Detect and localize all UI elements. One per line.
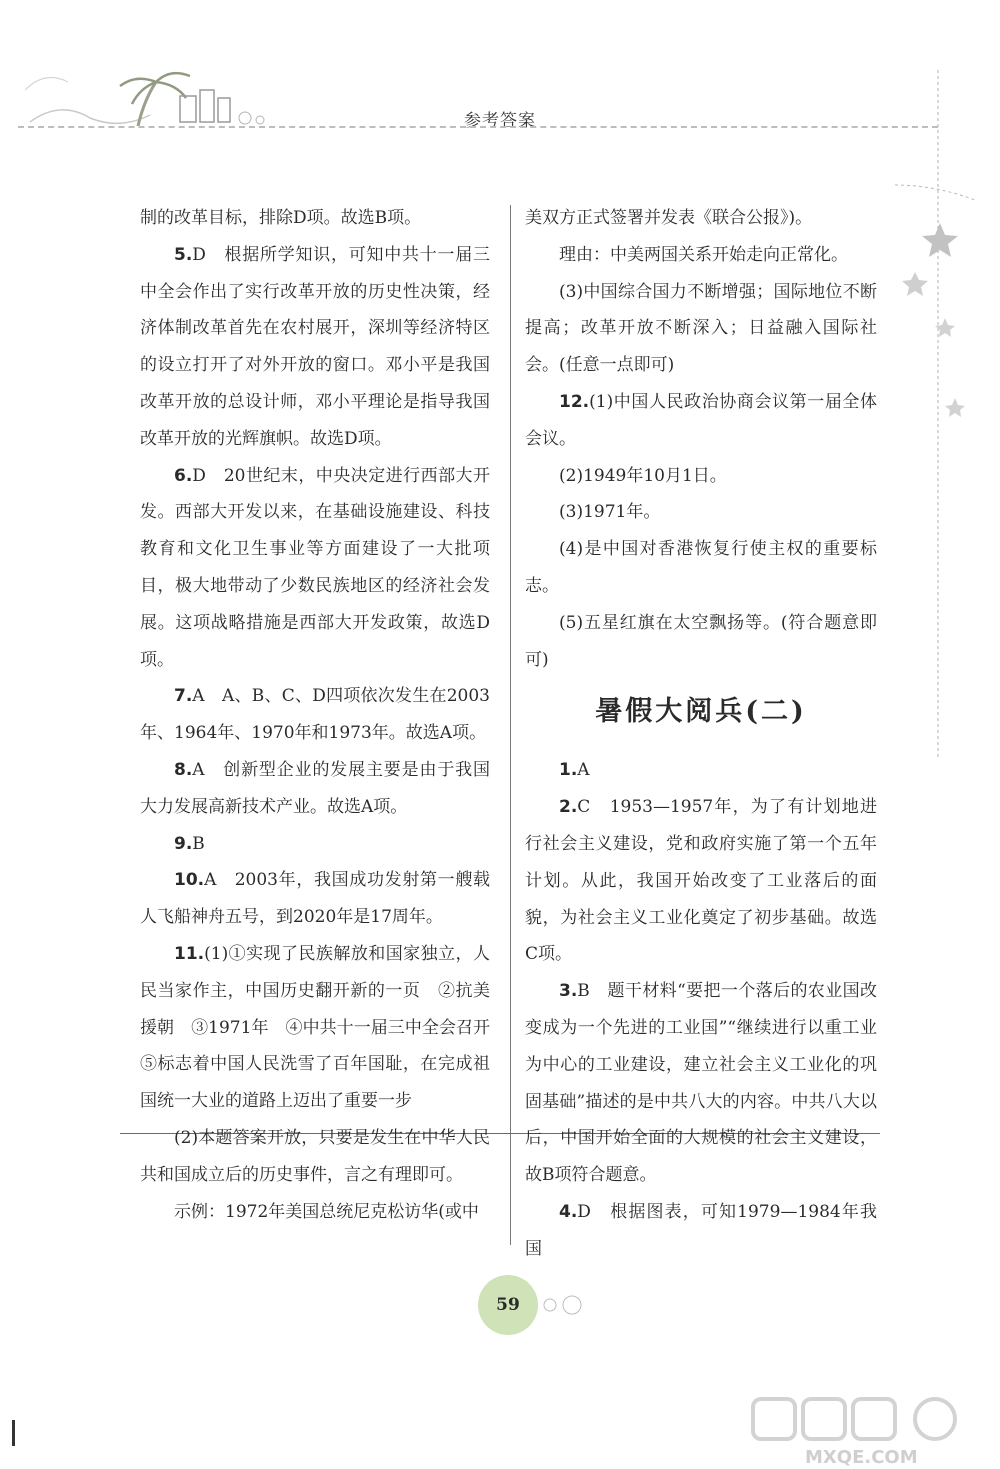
answer-continuation: 制的改革目标，排除D项。故选B项。 [140, 208, 422, 228]
left-column [140, 200, 507, 1230]
answer-continuation: 美双方正式签署并发表《联合公报》)。 [525, 208, 813, 228]
answer-7 [140, 678, 490, 752]
answer-s2-1 [525, 752, 877, 789]
answer-12 [525, 384, 877, 458]
answer-11-part-3: (3)中国综合国力不断增强；国际地位不断提高；改革开放不断深入；日益融入国际社会。(任意一点即可) [525, 281, 877, 376]
answer-text: D 根据所学知识，可知中共十一届三中全会作出了实行改革开放的历史性决策，经济体制改革首先在农村展开，深圳等经济特区的设立打开了对外开放的窗口。邓小平是我国改革开放的总设计师，邓小平理论是指导我国改革开放的光辉旗帜。故选D项。 [140, 244, 490, 449]
answer-number: 8. [174, 759, 193, 780]
page-number: 59 [478, 1275, 538, 1335]
answer-s2-4 [525, 1194, 877, 1268]
answer-text: (1)①实现了民族解放和国家独立，人民当家作主，中国历史翻开新的一页 ②抗美援朝 ③1971年 ④中共十一届三中全会召开 ⑤标志着中国人民洗雪了百年国耻，在完成祖国统一大业的道路上迈出了重要一步 [140, 943, 507, 1112]
answer-number: 3. [559, 981, 578, 1002]
answer-number: 11. [174, 943, 205, 964]
right-column [525, 200, 877, 1268]
answer-text: A 2003年，我国成功发射第一艘载人飞船神舟五号，到2020年是17周年。 [140, 870, 490, 928]
answer-text: (1)中国人民政治协商会议第一届全体会议。 [525, 391, 877, 449]
answer-text: A A、B、C、D四项依次发生在2003年、1964年、1970年和1973年。故选A项。 [140, 686, 490, 744]
answer-number: 5. [174, 244, 193, 265]
answer-number: 2. [559, 797, 578, 818]
column-divider [510, 205, 511, 1245]
answer-text: D 根据图表，可知1979—1984年我国 [525, 1201, 877, 1259]
answer-12-part-2: (2)1949年10月1日。 [559, 465, 727, 486]
answer-text: A [577, 760, 590, 781]
site-watermark-logo [745, 1395, 990, 1469]
answer-number: 7. [174, 686, 193, 707]
answer-text: B [192, 833, 205, 854]
answer-12-part-4: (4)是中国对香港恢复行使主权的重要标志。 [525, 539, 877, 596]
answer-11-part-2: (2)本题答案开放，只要是发生在中华人民共和国成立后的历史事件，言之有理即可。 [140, 1127, 490, 1185]
answer-6 [140, 458, 490, 679]
answer-number: 12. [559, 391, 590, 412]
answer-11 [140, 936, 507, 1120]
answer-11-example: 示例：1972年美国总统尼克松访华(或中 [174, 1201, 479, 1222]
answer-12-part-5: (5)五星红旗在太空飘扬等。(符合题意即可) [525, 612, 877, 670]
edge-mark [12, 1420, 15, 1446]
answer-10 [140, 862, 490, 936]
header-divider [18, 126, 938, 128]
answer-number: 10. [174, 870, 205, 891]
answer-number: 1. [559, 760, 578, 781]
answer-s2-2 [525, 789, 877, 973]
answer-number: 6. [174, 465, 193, 486]
answer-number: 4. [559, 1201, 578, 1222]
answer-number: 9. [174, 833, 193, 854]
answer-8 [140, 752, 490, 826]
answer-5 [140, 237, 490, 458]
watermark-text: MXQE.COM [805, 1447, 918, 1468]
answer-reason: 理由：中美两国关系开始走向正常化。 [559, 244, 848, 265]
answer-s2-3 [525, 973, 877, 1194]
answer-text: B 题干材料“要把一个落后的农业国改变成为一个先进的工业国”“继续进行以重工业为中心的工业建设，建立社会主义工业化的巩固基础”描述的是中共八大的内容。中共八大以后，中国开始全面的大规模的社会主义建设，故B项符合题意。 [525, 981, 877, 1186]
section-title: 暑假大阅兵(二) [595, 696, 807, 728]
answer-12-part-3: (3)1971年。 [559, 502, 661, 523]
stars-decoration [895, 60, 975, 780]
answer-text: C 1953—1957年，为了有计划地进行社会主义建设，党和政府实施了第一个五年计划。从此，我国开始改变了工业落后的面貌，为社会主义工业化奠定了初步基础。故选C项。 [525, 797, 877, 965]
answer-9 [140, 826, 490, 863]
page-number-decoration [540, 1285, 600, 1325]
answer-text: A 创新型企业的发展主要是由于我国大力发展高新技术产业。故选A项。 [140, 759, 490, 817]
header-title: 参考答案 [464, 111, 536, 131]
answer-text: D 20世纪末，中央决定进行西部大开发。西部大开发以来，在基础设施建设、科技教育和文化卫生事业等方面建设了一大批项目，极大地带动了少数民族地区的经济社会发展。这项战略措施是西部大开发政策，故选D项。 [140, 465, 490, 670]
